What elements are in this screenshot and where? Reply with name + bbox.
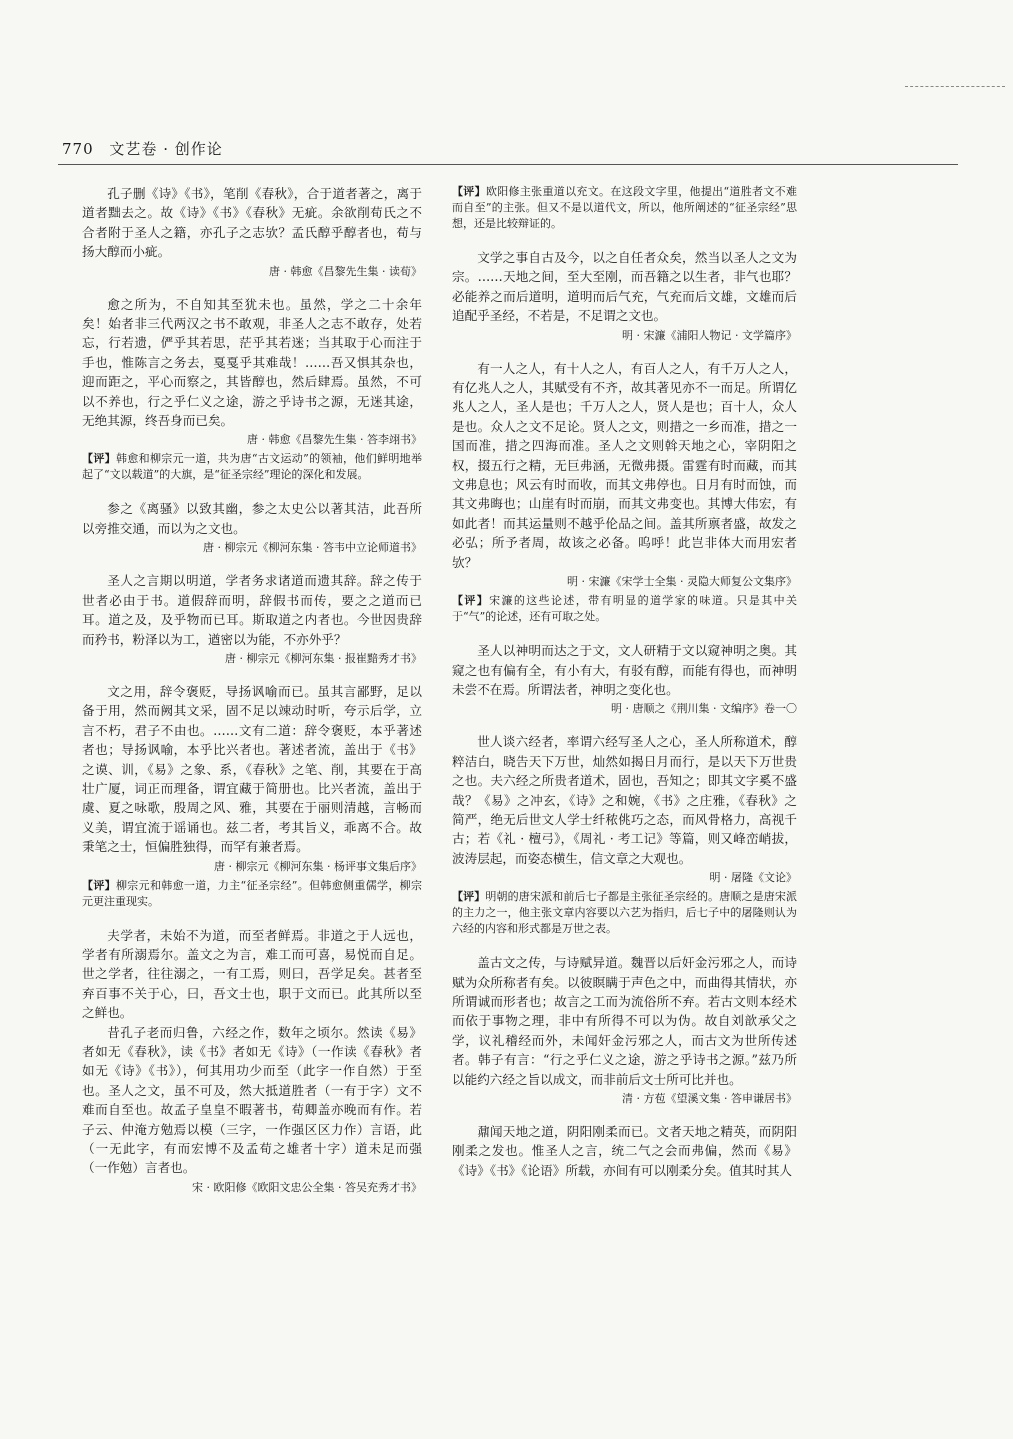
- excerpt-paragraph: 盖古文之传，与诗赋异道。魏晋以后奸金污邪之人，而诗赋为众所称者有矣。以彼瞑瞒于声色之中，而曲得其情状，亦所谓诚而形者也；故言之工而为流俗所不弃。若古文则本经术而依于事物之理，非中有所得不可以为伪。故自刘歆承父之学，议礼稽经而外，未闻奸金污邪之人，而古文为世所传述者。韩子有言：“行之乎仁义之途，游之乎诗书之源。”兹乃所以能约六经之旨以成文，而非前后文士所可比并也。: [452, 955, 797, 1087]
- excerpt-entry: [452, 641, 797, 716]
- excerpt-entry: [452, 953, 797, 1106]
- source-citation: 唐 · 柳宗元《柳河东集 · 答韦中立论师道书》: [203, 541, 422, 555]
- editor-comment: [82, 451, 422, 483]
- excerpt-paragraph: 圣人以神明而达之于文，文人研精于文以窥神明之奥。其窥之也有偏有全，有小有大，有驳有醇，而能有得也，而神明未尝不在焉。所谓法者，神明之变化也。: [452, 643, 797, 697]
- right-column: [452, 184, 797, 1196]
- excerpt-paragraph: 文学之事自古及今，以之自任者众矣，然当以圣人之文为宗。……天地之间，至大至刚，而吾籍之以生者，非气也耶？必能养之而后道明，道明而后气充，气充而后文雄，文雄而后追配乎圣经，不若是，不足谓之文也。: [452, 250, 797, 324]
- excerpt-paragraph: 文之用，辞令褒贬，导扬讽喻而已。虽其言鄙野，足以备于用，然而阙其文采，固不足以竦动时听，夸示后学，立言不朽，君子不由也。……文有二道：辞令褒贬，本乎著述者也；导扬讽喻，本乎比兴者也。著述者流，盖出于《书》之谟、训，《易》之象、系，《春秋》之笔、削，其要在于高壮广厦，词正而理备，谓宜藏于简册也。比兴者流，盖出于虞、夏之咏歌，殷周之风、雅，其要在于丽则清越，言畅而义美，谓宜流于谣诵也。兹二者，考其旨义，乖离不合。故秉笔之士，恒偏胜独得，而罕有兼者焉。: [82, 683, 422, 855]
- excerpt-entry: [452, 184, 797, 232]
- excerpt-paragraph: 有一人之人，有十人之人，有百人之人，有千万人之人，有亿兆人之人，其赋受有不齐，故其著见亦不一而足。所谓亿兆人之人，圣人是也；千万人之人，贤人是也；百十人，众人是也。众人之文不足论。贤人之文，则措之一乡而准，措之一国而准，措之四海而准。圣人之文则斡天地之心，宰阴阳之权，掇五行之精，无巨弗涵，无微弗摄。雷霆有时而藏，而其文弗息也；风云有时而收，而其文弗停也。日月有时而蚀，而其文弗晦也；山崖有时而崩，而其文弗变也。其博大伟宏，有如此者！而其运量则不越乎伦品之间。盖其所禀者盛，故发之必弘；所予者周，故该之必备。呜呼！此岂非体大而用宏者欤？: [452, 360, 797, 570]
- excerpt-paragraph: 世人谈六经者，率谓六经写圣人之心，圣人所称道术，醇粹洁白，晓告天下万世，灿然如揭日月而行，是以天下万世贵之也。夫六经之所贵者道术，固也，吾知之；即其文字奚不盛哉？《易》之冲玄，《诗》之和婉，《书》之庄雅，《春秋》之简严，绝无后世文人学士纤秾佻巧之态，而风骨格力，高视千古；若《礼 · 檀弓》，《周礼 · 考工记》等篇，则又峰峦峭拔，波涛层起，而姿态横生，信文章之大观也。: [452, 734, 797, 866]
- excerpt-entry: [452, 359, 797, 625]
- excerpt-paragraph: 愈之所为，不自知其至犹未也。虽然，学之二十余年矣！始者非三代两汉之书不敢观，非圣人之志不敢存，处若忘，行若遗，俨乎其若思，茫乎其若迷；当其取于心而注于手也，惟陈言之务去，戛戛乎其难哉！……吾又惧其杂也，迎而距之，平心而察之，其皆醇也，然后肆焉。虽然，不可以不养也，行之乎仁义之途，游之乎诗书之源，无迷其途，无绝其源，终吾身而已矣。: [82, 296, 422, 429]
- excerpt-paragraph: 孔子删《诗》《书》，笔削《春秋》，合于道者著之，离于道者黜去之。故《诗》《书》《春秋》无疵。余欲削荀氏之不合者附于圣人之籍，亦孔子之志欤？孟氏醇乎醇者也，荀与扬大醇而小疵。: [82, 186, 422, 260]
- comment-tag: 【评】: [452, 594, 490, 608]
- scan-edge-mark: [905, 86, 1005, 87]
- comment-tag: 【评】: [452, 185, 486, 198]
- excerpt-entry: [82, 682, 422, 910]
- comment-tag: 【评】: [452, 890, 486, 904]
- comment-tag: 【评】: [82, 878, 116, 892]
- excerpt-entry: [452, 732, 797, 937]
- source-citation: 宋 · 欧阳修《欧阳文忠公全集 · 答吴充秀才书》: [192, 1180, 422, 1194]
- header-rule: [58, 164, 958, 165]
- left-column: [82, 184, 422, 1211]
- editor-comment: [452, 184, 797, 232]
- excerpt-paragraph: 参之《离骚》以致其幽，参之太史公以著其洁，此吾所以旁推交通，而以为之文也。: [82, 501, 422, 536]
- excerpt-paragraph: 昔孔子老而归鲁，六经之作，数年之顷尔。然读《易》者如无《春秋》，读《书》者如无《诗》（一作读《春秋》者如无《诗》《书》），何其用功少而至（此字一作自然）于至也。圣人之文，虽不可及，然大抵道胜者（一有于字）文不难而自至也。故孟子皇皇不暇著书，荀卿盖亦晚而有作。若子云、仲淹方勉焉以模（三字，一作强区区力作）言语，此（一无此字，有而宏博不及孟荀之雄者十字）道未足而强（一作勉）言者也。: [82, 1024, 422, 1176]
- source-citation: 唐 · 柳宗元《柳河东集 · 报崔黯秀才书》: [225, 651, 422, 665]
- excerpt-paragraph: 鼐闻天地之道，阴阳刚柔而已。文者天地之精英，而阴阳刚柔之发也。惟圣人之言，统二气之会而弗偏，然而《易》《诗》《书》《论语》所载，亦间有可以刚柔分矣。值其时其人: [452, 1124, 797, 1178]
- excerpt-entry: [82, 926, 422, 1195]
- editor-comment: [82, 878, 422, 910]
- source-citation: 清 · 方苞《望溪文集 · 答申谦居书》: [622, 1092, 797, 1105]
- excerpt-entry: [82, 571, 422, 666]
- excerpt-paragraph: 圣人之言期以明道，学者务求诸道而遗其辞。辞之传于世者必由于书。道假辞而明，辞假书而传，要之之道而已耳。道之及，及乎物而已耳。斯取道之内者也。今世因贵辞而矜书，粉泽以为工，遒密以为能，不亦外乎？: [82, 573, 422, 647]
- editor-comment: [452, 593, 797, 625]
- excerpt-entry: [452, 1122, 797, 1180]
- comment-text: 柳宗元和韩愈一道，力主“征圣宗经”。但韩愈侧重儒学，柳宗元更注重现实。: [82, 878, 423, 908]
- comment-text: 宋濂的这些论述，带有明显的道学家的味道。只是其中关于“气”的论述，还有可取之处。: [452, 594, 798, 624]
- excerpt-entry: [82, 499, 422, 555]
- excerpt-paragraph: 夫学者，未始不为道，而至者鲜焉。非道之于人远也，学者有所溺焉尔。盖文之为言，难工而可喜，易悦而自足。世之学者，往往溺之，一有工焉，则曰，吾学足矣。甚者至弃百事不关于心，曰，吾文士也，职于文而已。此其所以至之鲜也。: [82, 927, 422, 1021]
- source-citation: 唐 · 韩愈《昌黎先生集 · 读荀》: [269, 264, 422, 278]
- excerpt-entry: [452, 248, 797, 343]
- comment-text: 明朝的唐宋派和前后七子都是主张征圣宗经的。唐顺之是唐宋派的主力之一，他主张文章内容要以六艺为指归，后七子中的屠隆则认为六经的内容和形式都是万世之表。: [452, 890, 798, 936]
- page-number: 770: [62, 140, 94, 158]
- editor-comment: [452, 889, 797, 937]
- running-title: 文艺卷 · 创作论: [109, 140, 223, 158]
- source-citation: 明 · 宋濂《宋学士全集 · 灵隐大师复公文集序》: [567, 575, 797, 589]
- source-citation: 唐 · 韩愈《昌黎先生集 · 答李翊书》: [247, 433, 422, 447]
- comment-tag: 【评】: [82, 452, 116, 466]
- source-citation: 唐 · 柳宗元《柳河东集 · 杨评事文集后序》: [214, 859, 422, 873]
- source-citation: 明 · 唐顺之《荆川集 · 文编序》卷一〇: [611, 702, 797, 716]
- source-citation: 明 · 屠隆《文论》: [709, 871, 797, 885]
- comment-text: 韩愈和柳宗元一道，共为唐“古文运动”的领袖，他们鲜明地举起了“文以载道”的大旗，是“征圣宗经”理论的深化和发展。: [82, 452, 423, 482]
- excerpt-entry: [82, 295, 422, 484]
- page-header: [62, 138, 223, 159]
- excerpt-entry: [82, 184, 422, 279]
- source-citation: 明 · 宋濂《浦阳人物记 · 文学篇序》: [622, 328, 797, 342]
- comment-text: 欧阳修主张重道以充文。在这段文字里，他提出“道胜者文不难而自至”的主张。但又不是以道代文，所以，他所阐述的“征圣宗经”思想，还是比较辩证的。: [452, 185, 797, 230]
